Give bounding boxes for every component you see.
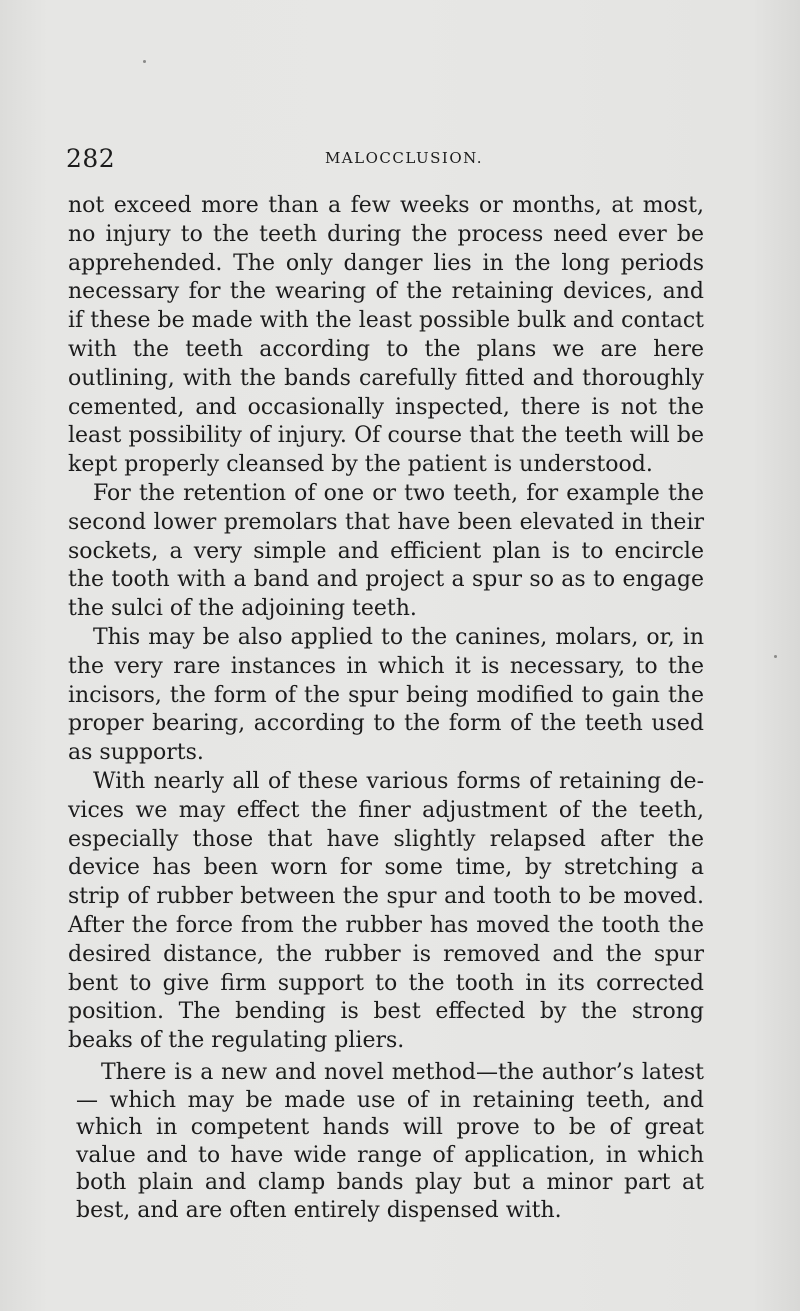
paper-speck <box>774 655 777 658</box>
paragraph: not exceed more than a few weeks or months, at most, no injury to the teeth during the process need ever be apprehended. The only danger lies in the long periods necessary for the wearing of the retaining devices, and if these be made with the least possible bulk and contact with the teeth according to the plans we are here outlining, with the bands carefully fitted and thoroughly cemented, and occasionally inspected, there is not the least possibility of injury. Of course that the teeth will be kept properly cleansed by the patient is understood. <box>68 193 704 478</box>
body-text <box>68 192 704 1224</box>
page-header <box>66 140 706 176</box>
running-head: MALOCCLUSION. <box>324 149 484 167</box>
paper-speck <box>143 60 146 63</box>
paragraph: With nearly all of these various forms of retaining devices we may effect the finer adjustment of the teeth, especially those that have slightly relapsed after the device has been worn for some time, by stretching a strip of rubber between the spur and tooth to be moved. After the force from the rubber has moved the tooth the desired distance, the rubber is removed and the spur bent to give firm support to the tooth in its corrected position. The bending is best effected by the strong beaks of the regulating pliers. <box>68 768 704 1054</box>
paragraph: There is a new and novel method—the author’s latest— which may be made use of in retaining teeth, and which in competent hands will prove to be of great value and to have wide range of application, in which both plain and clamp bands play but a minor part at best, and are often entirely dispensed with. <box>76 1059 704 1223</box>
paragraph: This may be also applied to the canines, molars, or, in the very rare instances in which it is necessary, to the incisors, the form of the spur being modified to gain the proper bearing, according to the form of the teeth used as supports. <box>68 624 704 766</box>
page-number: 282 <box>66 144 116 173</box>
paragraph: For the retention of one or two teeth, for example the second lower premolars that have been elevated in their sockets, a very simple and efficient plan is to encircle the tooth with a band and project a spur so as to engage the sulci of the adjoining teeth. <box>68 480 704 622</box>
